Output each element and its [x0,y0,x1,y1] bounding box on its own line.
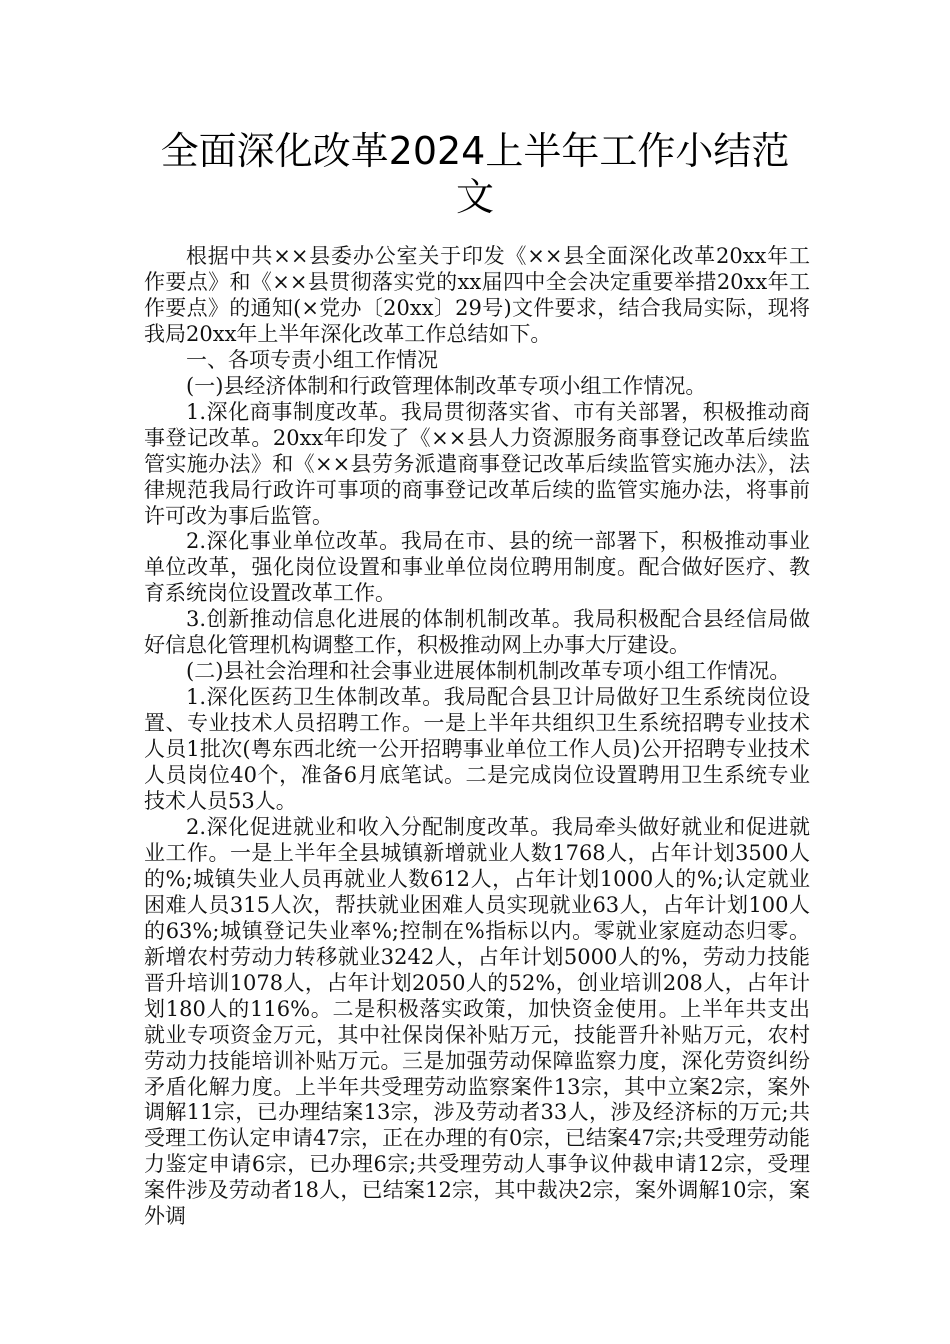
paragraph-intro: 根据中共××县委办公室关于印发《××县全面深化改革20xx年工作要点》和《××县贯彻落实党的xx届四中全会决定重要举措20xx年工作要点》的通知(×党办〔20xx〕29号)文件要求，结合我局实际，现将我局20xx年上半年深化改革工作总结如下。 [144,244,810,346]
subsection-heading-1: (一)县经济体制和行政管理体制改革专项小组工作情况。 [186,373,707,398]
section-heading-1: 一、各项专责小组工作情况 [186,347,438,372]
document-body [144,244,810,1230]
paragraph-item: 3.创新推动信息化进展的体制机制改革。我局积极配合县经信局做好信息化管理机构调整工作，积极推动网上办事大厅建设。 [144,607,810,658]
paragraph-item: 1.深化商事制度改革。我局贯彻落实省、市有关部署，积极推动商事登记改革。20xx年印发了《××县人力资源服务商事登记改革后续监管实施办法》和《××县劳务派遣商事登记改革后续监管实施办法》，法律规范我局行政许可事项的商事登记改革后续的监管实施办法，将事前许可改为事后监管。 [144,399,810,528]
paragraph-item: 1.深化医药卫生体制改革。我局配合县卫计局做好卫生系统岗位设置、专业技术人员招聘工作。一是上半年共组织卫生系统招聘专业技术人员1批次(粤东西北统一公开招聘事业单位工作人员)公开招聘专业技术人员岗位40个，准备6月底笔试。二是完成岗位设置聘用卫生系统专业技术人员53人。 [144,685,810,814]
paragraph-item: 2.深化促进就业和收入分配制度改革。我局牵头做好就业和促进就业工作。一是上半年全县城镇新增就业人数1768人，占年计划3500人的%;城镇失业人员再就业人数612人，占年计划1000人的%;认定就业困难人员315人次，帮扶就业困难人员实现就业63人，占年计划100人的63%;城镇登记失业率%;控制在%指标以内。零就业家庭动态归零。新增农村劳动力转移就业3242人，占年计划5000人的%，劳动力技能晋升培训1078人，占年计划2050人的52%，创业培训208人，占年计划180人的116%。二是积极落实政策，加快资金使用。上半年共支出就业专项资金万元，其中社保岗保补贴万元，技能晋升补贴万元，农村劳动力技能培训补贴万元。三是加强劳动保障监察力度，深化劳资纠纷矛盾化解力度。上半年共受理劳动监察案件13宗，其中立案2宗，案外调解11宗，已办理结案13宗，涉及劳动者33人，涉及经济标的万元;共受理工伤认定申请47宗，正在办理的有0宗，已结案47宗;共受理劳动能力鉴定申请6宗，已办理6宗;共受理劳动人事争议仲裁申请12宗，受理案件涉及劳动者18人，已结案12宗，其中裁决2宗，案外调解10宗，案外调 [144,814,810,1229]
subsection-heading-2: (二)县社会治理和社会事业进展体制机制改革专项小组工作情况。 [186,659,791,684]
paragraph-item: 2.深化事业单位改革。我局在市、县的统一部署下，积极推动事业单位改革，强化岗位设置和事业单位岗位聘用制度。配合做好医疗、教育系统岗位设置改革工作。 [144,529,810,606]
document-title: 全面深化改革2024上半年工作小结范文 [160,129,790,219]
